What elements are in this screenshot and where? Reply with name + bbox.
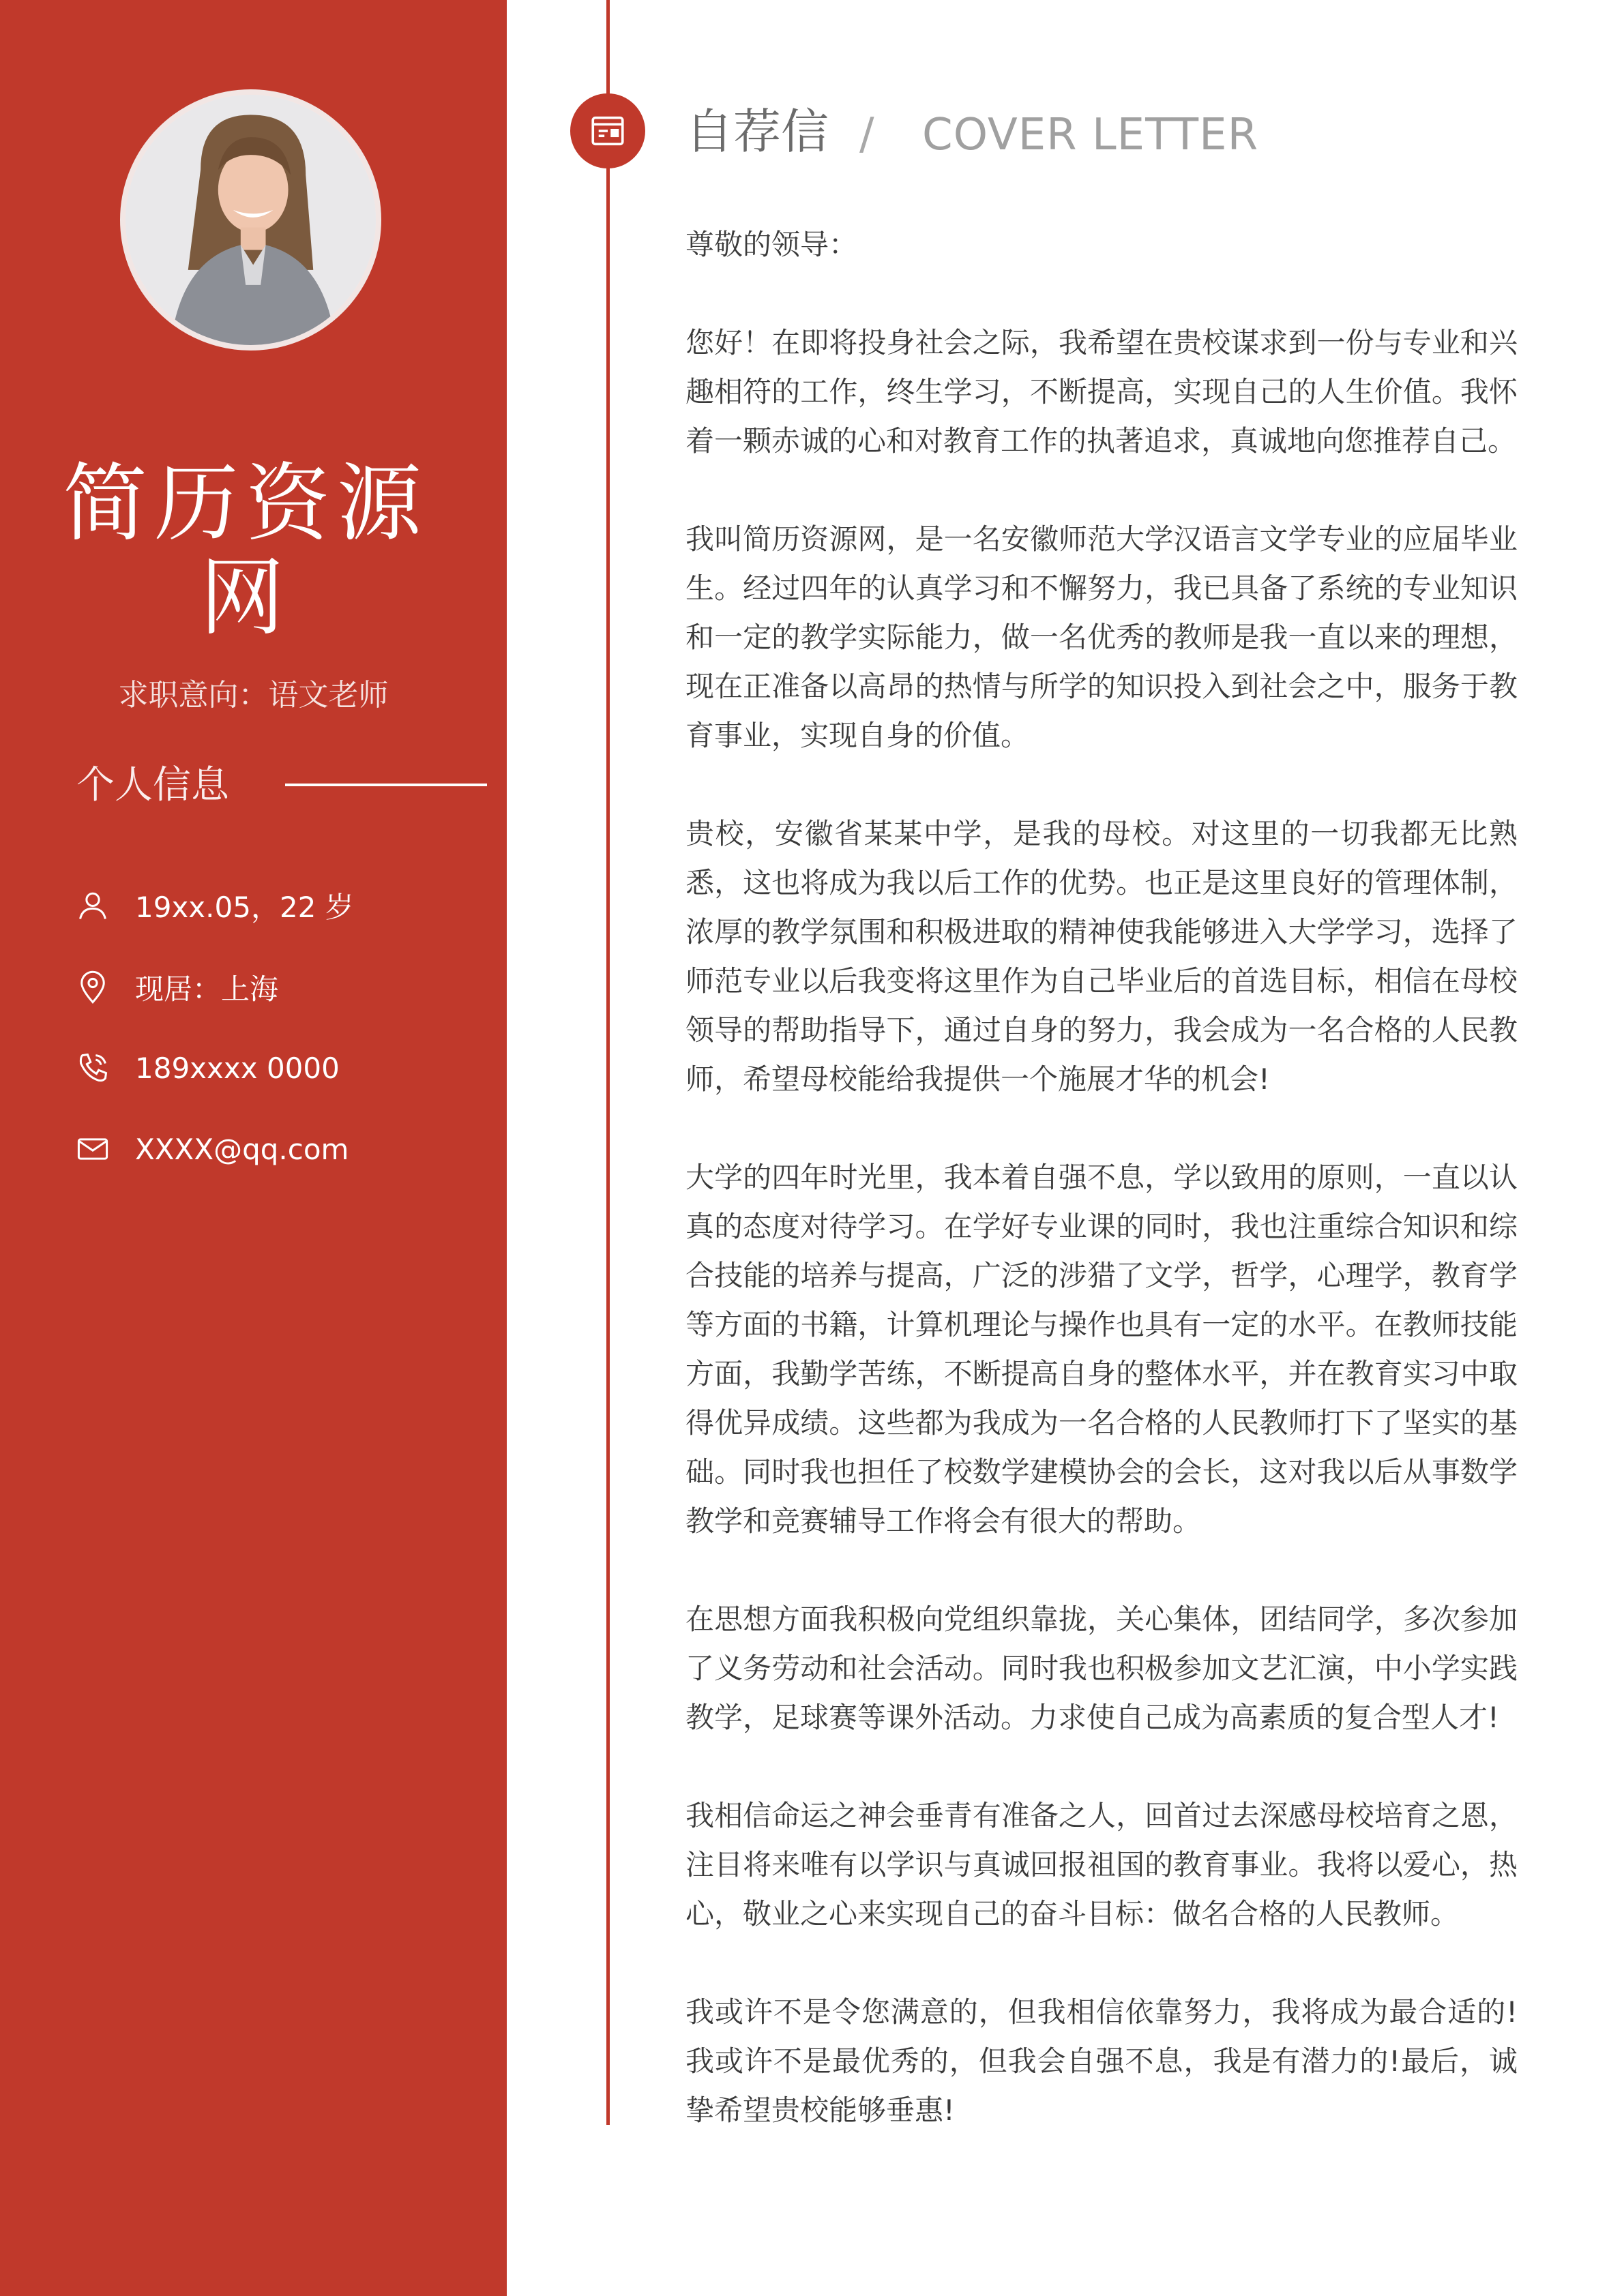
info-location-text: 现居：上海 <box>135 972 279 1006</box>
info-email-text: XXXX@qq.com <box>135 1132 349 1166</box>
candidate-name: 简历资源网 <box>62 455 428 647</box>
letter-body <box>685 220 1518 2184</box>
user-icon <box>74 886 112 925</box>
letter-paragraph: 在思想方面我积极向党组织靠拢，关心集体，团结同学，多次参加了义务劳动和社会活动。同时我也积极参加文艺汇演，中小学实践教学，足球赛等课外活动。力求使自己成为高素质的复合型人才! <box>685 1602 1518 1734</box>
letter-paragraph: 您好！在即将投身社会之际，我希望在贵校谋求到一份与专业和兴趣相符的工作，终生学习，不断提高，实现自己的人生价值。我怀着一颗赤诚的心和对教育工作的执著追求，真诚地向您推荐自己。 <box>685 326 1518 458</box>
info-location <box>74 964 278 1011</box>
letter-paragraph: 我或许不是令您满意的，但我相信依靠努力，我将成为最合适的!我或许不是最优秀的，但我会自强不息，我是有潜力的!最后，诚挚希望贵校能够垂惠! <box>685 1995 1518 2127</box>
letter-paragraph: 我叫简历资源网，是一名安徽师范大学汉语言文学专业的应届毕业生。经过四年的认真学习和不懈努力，我已具备了系统的专业知识和一定的教学实际能力，做一名优秀的教师是我一直以来的理想，现在正准备以高昂的热情与所学的知识投入到社会之中，服务于教育事业，实现自身的价值。 <box>685 522 1518 752</box>
avatar <box>120 89 381 351</box>
info-birth <box>74 882 354 929</box>
phone-icon <box>74 1049 112 1087</box>
title-separator: / <box>859 109 874 160</box>
info-birth-text: 19xx.05，22 岁 <box>135 891 354 924</box>
section-divider <box>285 784 487 786</box>
letter-paragraph: 贵校，安徽省某某中学，是我的母校。对这里的一切我都无比熟悉，这也将成为我以后工作的优势。也正是这里良好的管理体制，浓厚的教学氛围和积极进取的精神使我能够进入大学学习，选择了师范专业以后我变将这里作为自己毕业后的首选目标，相信在母校领导的帮助指导下，通过自身的努力，我会成为一名合格的人民教师，希望母校能给我提供一个施展才华的机会! <box>685 817 1518 1096</box>
browser-window-icon <box>570 93 645 168</box>
location-pin-icon <box>74 968 112 1007</box>
timeline-line <box>606 0 610 2125</box>
job-objective: 求职意向：语文老师 <box>118 678 389 713</box>
info-email <box>74 1125 349 1173</box>
letter-paragraph: 大学的四年时光里，我本着自强不息，学以致用的原则，一直以认真的态度对待学习。在学好专业课的同时，我也注重综合知识和综合技能的培养与提高，广泛的涉猎了文学，哲学，心理学，教育学等方面的书籍，计算机理论与操作也具有一定的水平。在教师技能方面，我勤学苦练，不断提高自身的整体水平，并在教育实习中取得优异成绩。这些都为我成为一名合格的人民教师打下了坚实的基础。同时我也担任了校数学建模协会的会长，这对我以后从事数学教学和竞赛辅导工作将会有很大的帮助。 <box>685 1161 1518 1538</box>
mail-icon <box>74 1130 112 1168</box>
letter-paragraph: 我相信命运之神会垂青有准备之人，回首过去深感母校培育之恩，注目将来唯有以学识与真诚回报祖国的教育事业。我将以爱心，热心，敬业之心来实现自己的奋斗目标：做名合格的人民教师。 <box>685 1799 1518 1930</box>
cover-letter-title-en: COVER LETTER <box>922 110 1259 160</box>
letter-salutation: 尊敬的领导： <box>685 228 858 261</box>
sidebar <box>0 0 507 2296</box>
info-phone <box>74 1044 340 1092</box>
info-phone-text: 189xxxx 0000 <box>135 1051 340 1085</box>
profile-photo <box>126 95 376 345</box>
cover-letter-title-cn: 自荐信 <box>685 104 829 160</box>
personal-info-title: 个人信息 <box>76 763 229 807</box>
